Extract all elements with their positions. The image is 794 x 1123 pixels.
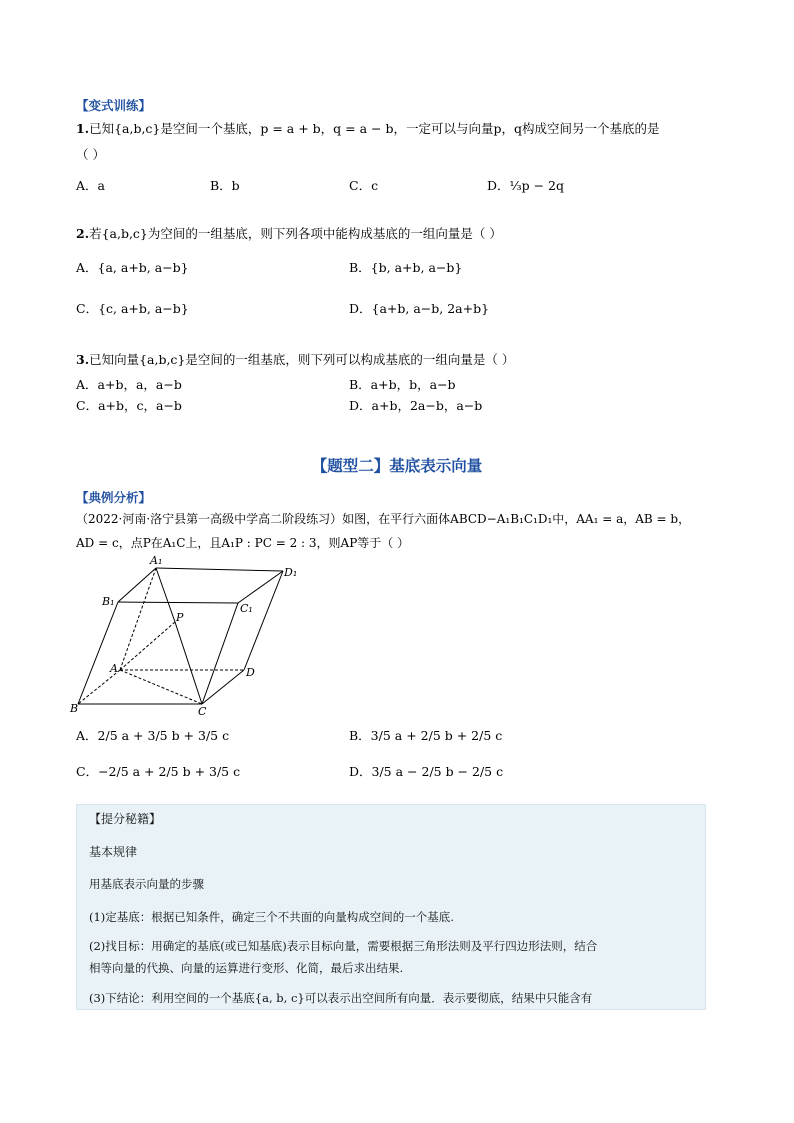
q1-stem — [76, 121, 659, 137]
practice-header: 【变式训练】 — [76, 98, 152, 113]
segment-a-c-hidden — [120, 670, 202, 704]
tips-title: 【提分秘籍】 — [89, 812, 162, 826]
label-a: A — [110, 662, 118, 675]
label-a1: A₁ — [150, 554, 163, 567]
example-line-2: AD = c，点P在A₁C上，且A₁P : PC = 2 : 3，则AP等于（ ） — [76, 536, 410, 550]
edge-a1-d1 — [156, 568, 283, 571]
example-option-c: C．−2/5 a + 2/5 b + 3/5 c — [76, 764, 241, 779]
edge-a1-a-hidden — [120, 568, 156, 670]
q2-option-d: D．{a+b, a−b, 2a+b} — [349, 301, 490, 316]
tips-heading: 用基底表示向量的步骤 — [89, 877, 204, 891]
q1-number: 1. — [76, 121, 90, 136]
label-p: P — [176, 611, 184, 624]
tips-step-2a: (2)找目标：用确定的基底(或已知基底)表示目标向量，需要根据三角形法则及平行四边形法则，结合 — [89, 939, 598, 953]
section-title: 【题型二】基底表示向量 — [311, 457, 483, 475]
q3-option-b: B．a+b，b，a−b — [349, 377, 456, 392]
q2-option-a: A．{a, a+b, a−b} — [76, 260, 189, 275]
example-line-1: （2022·河南·洛宁县第一高级中学高二阶段练习）如图，在平行六面体ABCD−A₁B₁C₁D₁中，AA₁ = a，AB = b， — [76, 512, 691, 526]
example-option-d: D．3/5 a − 2/5 b − 2/5 c — [349, 764, 504, 779]
tips-box — [76, 804, 706, 1010]
q3-stem — [76, 352, 514, 368]
q2-option-c: C．{c, a+b, a−b} — [76, 301, 189, 316]
q1-option-d: D．⅓p − 2q — [487, 178, 565, 193]
q1-option-a: A．a — [76, 178, 105, 193]
q1-option-b: B．b — [210, 178, 240, 193]
label-c1: C₁ — [240, 602, 253, 615]
tips-step-1: (1)定基底：根据已知条件，确定三个不共面的向量构成空间的一个基底. — [89, 910, 454, 924]
edge-b1-b — [78, 602, 118, 704]
q2-stem — [76, 226, 502, 242]
q3-number: 3. — [76, 352, 90, 367]
q3-option-d: D．a+b，2a−b，a−b — [349, 398, 483, 413]
parallelepiped-figure — [68, 552, 298, 718]
segment-p-c — [175, 622, 202, 704]
q3-text: 已知向量{a,b,c}是空间的一组基底，则下列可以构成基底的一组向量是（ ） — [89, 352, 515, 367]
label-d1: D₁ — [284, 566, 298, 579]
segment-a1-p — [156, 568, 175, 622]
example-header: 【典例分析】 — [76, 490, 152, 505]
q3-option-a: A．a+b，a，a−b — [76, 377, 182, 392]
tips-subtitle: 基本规律 — [89, 845, 138, 859]
q1-paren: （ ） — [76, 147, 105, 162]
edge-b1-c1 — [118, 602, 238, 603]
q2-number: 2. — [76, 226, 90, 241]
label-c: C — [198, 705, 207, 718]
label-d: D — [246, 666, 255, 679]
q3-option-c: C．a+b，c，a−b — [76, 398, 182, 413]
example-option-a: A．2/5 a + 3/5 b + 3/5 c — [76, 728, 230, 743]
q2-option-b: B．{b, a+b, a−b} — [349, 260, 463, 275]
example-option-b: B．3/5 a + 2/5 b + 2/5 c — [349, 728, 503, 743]
q1-option-c: C．c — [349, 178, 379, 193]
edge-d1-d — [244, 571, 283, 670]
q1-text: 已知{a,b,c}是空间一个基底，p = a + b，q = a − b，一定可以与向量p，q构成空间另一个基底的是 — [89, 121, 660, 136]
label-b1: B₁ — [102, 595, 115, 608]
tips-step-3: (3)下结论：利用空间的一个基底{a, b, c}可以表示出空间所有向量．表示要彻底，结果中只能含有 — [89, 991, 593, 1005]
tips-step-2b: 相等向量的代换、向量的运算进行变形、化简，最后求出结果. — [89, 961, 404, 975]
q2-text: 若{a,b,c}为空间的一组基底，则下列各项中能构成基底的一组向量是（ ） — [89, 226, 502, 241]
label-b: B — [70, 702, 79, 715]
